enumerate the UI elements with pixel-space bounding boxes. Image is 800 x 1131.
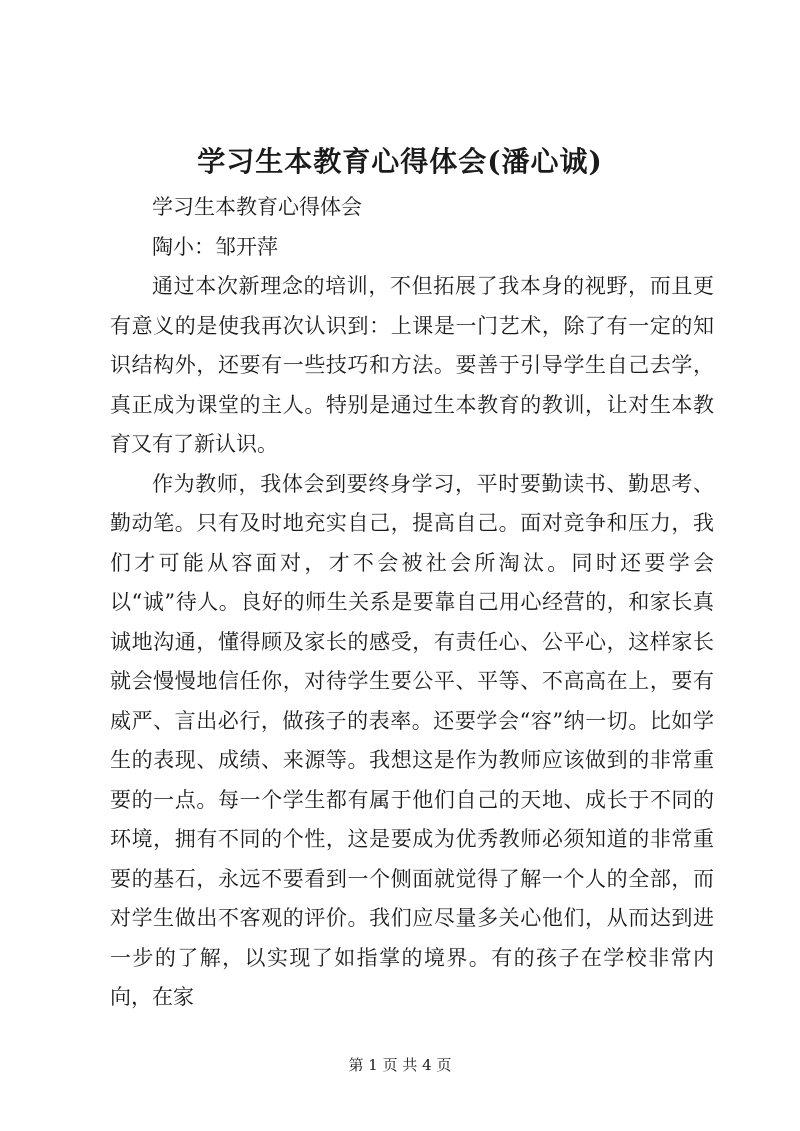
author-line: 陶小：邹开萍 [152,234,278,259]
page-footer: 第 1 页 共 4 页 [348,1056,452,1074]
paragraph-1: 通过本次新理念的培训，不但拓展了我本身的视野，而且更有意义的是使我再次认识到：上课是一门艺术，除了有一定的知识结构外，还要有一些技巧和方法。要善于引导学生自己去学，真正成为课堂的主人。特别是通过生本教育的教训，让对生本教育又有了新认识。 [110,274,714,456]
subtitle-line: 学习生本教育心得体会 [152,195,362,219]
paragraph-2: 作为教师，我体会到要终身学习，平时要勤读书、勤思考、勤动笔。只有及时地充实自己，提高自己。面对竞争和压力，我们才可能从容面对，才不会被社会所淘汰。同时还要学会以“诚”待人。良好的师生关系是要靠自己用心经营的，和家长真诚地沟通，懂得顾及家长的感受，有责任心、公平心，这样家长就会慢慢地信任你，对待学生要公平、平等、不高高在上，要有威严、言出必行，做孩子的表率。还要学会“容”纳一切。比如学生的表现、成绩、来源等。我想这是作为教师应该做到的非常重要的一点。每一个学生都有属于他们自己的天地、成长于不同的环境，拥有不同的个性，这是要成为优秀教师必须知道的非常重要的基石，永远不要看到一个侧面就觉得了解一个人的全部，而对学生做出不客观的评价。我们应尽量多关心他们，从而达到进一步的了解，以实现了如指掌的境界。有的孩子在学校非常内向，在家 [110,471,714,1009]
document-title: 学习生本教育心得体会(潘心诚) [197,145,603,178]
document-body [110,188,714,1018]
